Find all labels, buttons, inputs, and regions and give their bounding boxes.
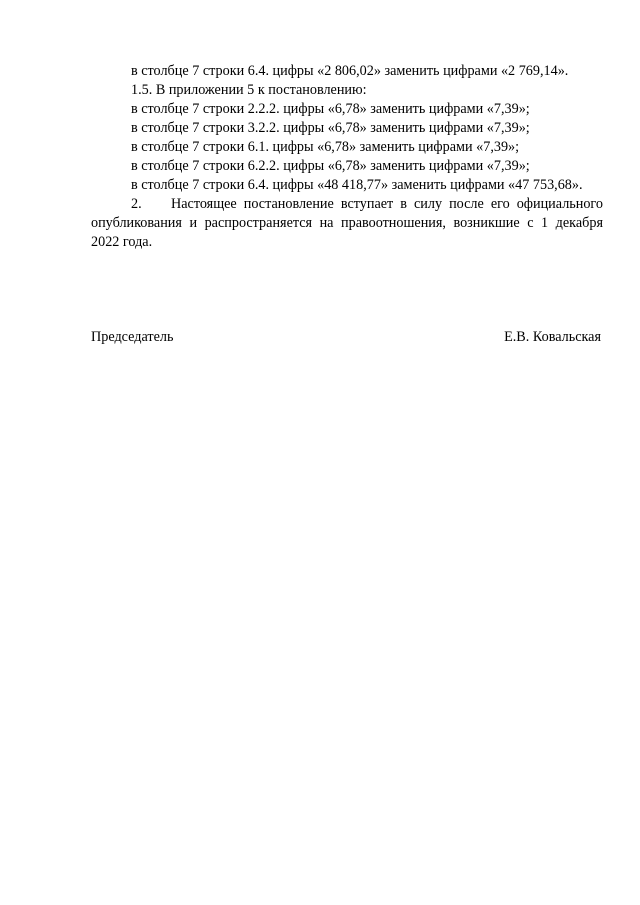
signatory-name: Е.В. Ковальская [504,329,601,345]
section-heading: 1.5. В приложении 5 к постановлению: [131,82,367,98]
amendment-line: в столбце 7 строки 2.2.2. цифры «6,78» заменить цифрами «7,39»; [131,101,530,117]
amendment-line: в столбце 7 строки 6.2.2. цифры «6,78» заменить цифрами «7,39»; [131,158,530,174]
paragraph-2 [91,195,603,252]
paragraph-number: 2. [131,196,142,212]
amendment-line: в столбце 7 строки 6.1. цифры «6,78» заменить цифрами «7,39»; [131,139,520,155]
document-body [91,62,603,252]
signature-block [91,328,601,347]
amendment-line: в столбце 7 строки 6.4. цифры «48 418,77» заменить цифрами «47 753,68». [131,177,583,193]
paragraph-text: Настоящее постановление вступает в силу после его официального опубликования и распространяется на правоотношения, возникшие с 1 декабря 2022 года. [91,196,603,250]
amendment-line: в столбце 7 строки 6.4. цифры «2 806,02» заменить цифрами «2 769,14». [131,63,569,79]
signatory-title: Председатель [91,329,174,345]
amendment-line: в столбце 7 строки 3.2.2. цифры «6,78» заменить цифрами «7,39»; [131,120,530,136]
